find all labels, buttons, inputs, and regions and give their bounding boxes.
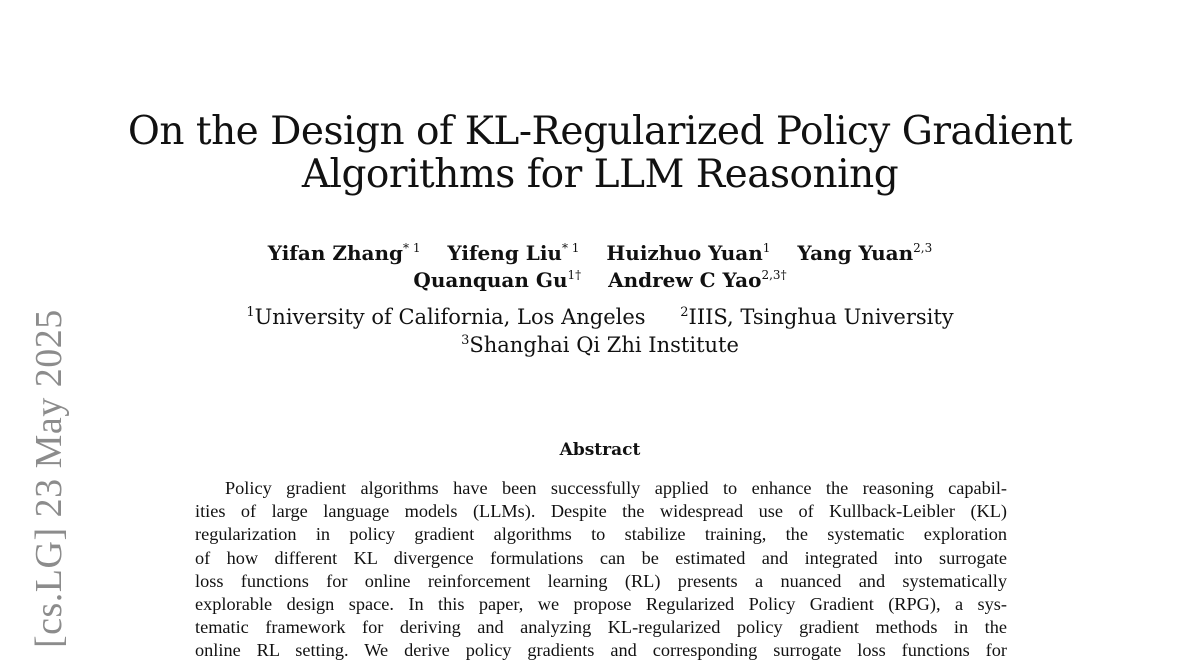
author-list xyxy=(150,240,1050,294)
affiliation-name: IIIS, Tsinghua University xyxy=(688,305,954,329)
author-name: Yifan Zhang xyxy=(267,241,403,265)
abstract-line: ities of large language models (LLMs). Despite the widespread use of Kullback-Leibler (KL) xyxy=(195,501,1007,522)
abstract-line: Policy gradient algorithms have been successfully applied to enhance the reasoning capabil- xyxy=(225,478,1007,498)
affiliation-line xyxy=(150,303,1050,331)
affiliation-name: Shanghai Qi Zhi Institute xyxy=(469,333,739,357)
author-mark: * 1 xyxy=(403,241,421,255)
affiliation-mark: 3 xyxy=(461,333,470,348)
affiliation-line xyxy=(150,331,1050,359)
author-mark: 1 xyxy=(762,241,771,255)
author xyxy=(447,240,579,267)
author xyxy=(608,267,786,294)
affiliation xyxy=(680,303,953,331)
abstract-line: explorable design space. In this paper, we propose Regularized Policy Gradient (RPG), a sys- xyxy=(195,594,1007,615)
author xyxy=(606,240,770,267)
arxiv-side-stamp: [cs.LG] 23 May 2025 xyxy=(28,309,70,648)
paper-title-line: On the Design of KL-Regularized Policy Gradient xyxy=(127,109,1073,154)
abstract-body xyxy=(195,477,1007,663)
affiliation-mark: 2 xyxy=(680,305,689,320)
abstract-line: online RL setting. We derive policy gradients and corresponding surrogate loss functions for xyxy=(195,640,1007,661)
author-name: Quanquan Gu xyxy=(413,268,568,292)
paper-title-line: Algorithms for LLM Reasoning xyxy=(301,152,899,197)
author-mark: * 1 xyxy=(561,241,580,255)
abstract-line: loss functions for online reinforcement learning (RL) presents a nuanced and systematically xyxy=(195,570,1007,591)
affiliation-mark: 1 xyxy=(246,305,255,320)
author-line xyxy=(150,240,1050,267)
author-name: Yang Yuan xyxy=(797,241,914,265)
author xyxy=(413,267,581,294)
author-name: Huizhuo Yuan xyxy=(606,241,763,265)
abstract-line: of how different KL divergence formulations can be estimated and integrated into surrogate xyxy=(195,547,1007,568)
author xyxy=(797,240,932,267)
author-mark: 1† xyxy=(567,268,582,282)
affiliation xyxy=(461,331,739,359)
affiliation xyxy=(246,303,645,331)
author-mark: 2,3 xyxy=(913,241,933,255)
paper-title xyxy=(100,110,1100,196)
author-mark: 2,3† xyxy=(761,268,787,282)
abstract-line: regularization in policy gradient algorithms to stabilize training, the systematic exploration xyxy=(195,524,1007,545)
author xyxy=(268,240,421,267)
affiliation-list xyxy=(150,303,1050,359)
affiliation-name: University of California, Los Angeles xyxy=(254,305,646,329)
author-name: Andrew C Yao xyxy=(608,268,762,292)
author-name: Yifeng Liu xyxy=(447,241,562,265)
abstract-heading: Abstract xyxy=(559,440,641,460)
author-line xyxy=(150,267,1050,294)
abstract-line: tematic framework for deriving and analyzing KL-regularized policy gradient methods in the xyxy=(195,617,1007,638)
